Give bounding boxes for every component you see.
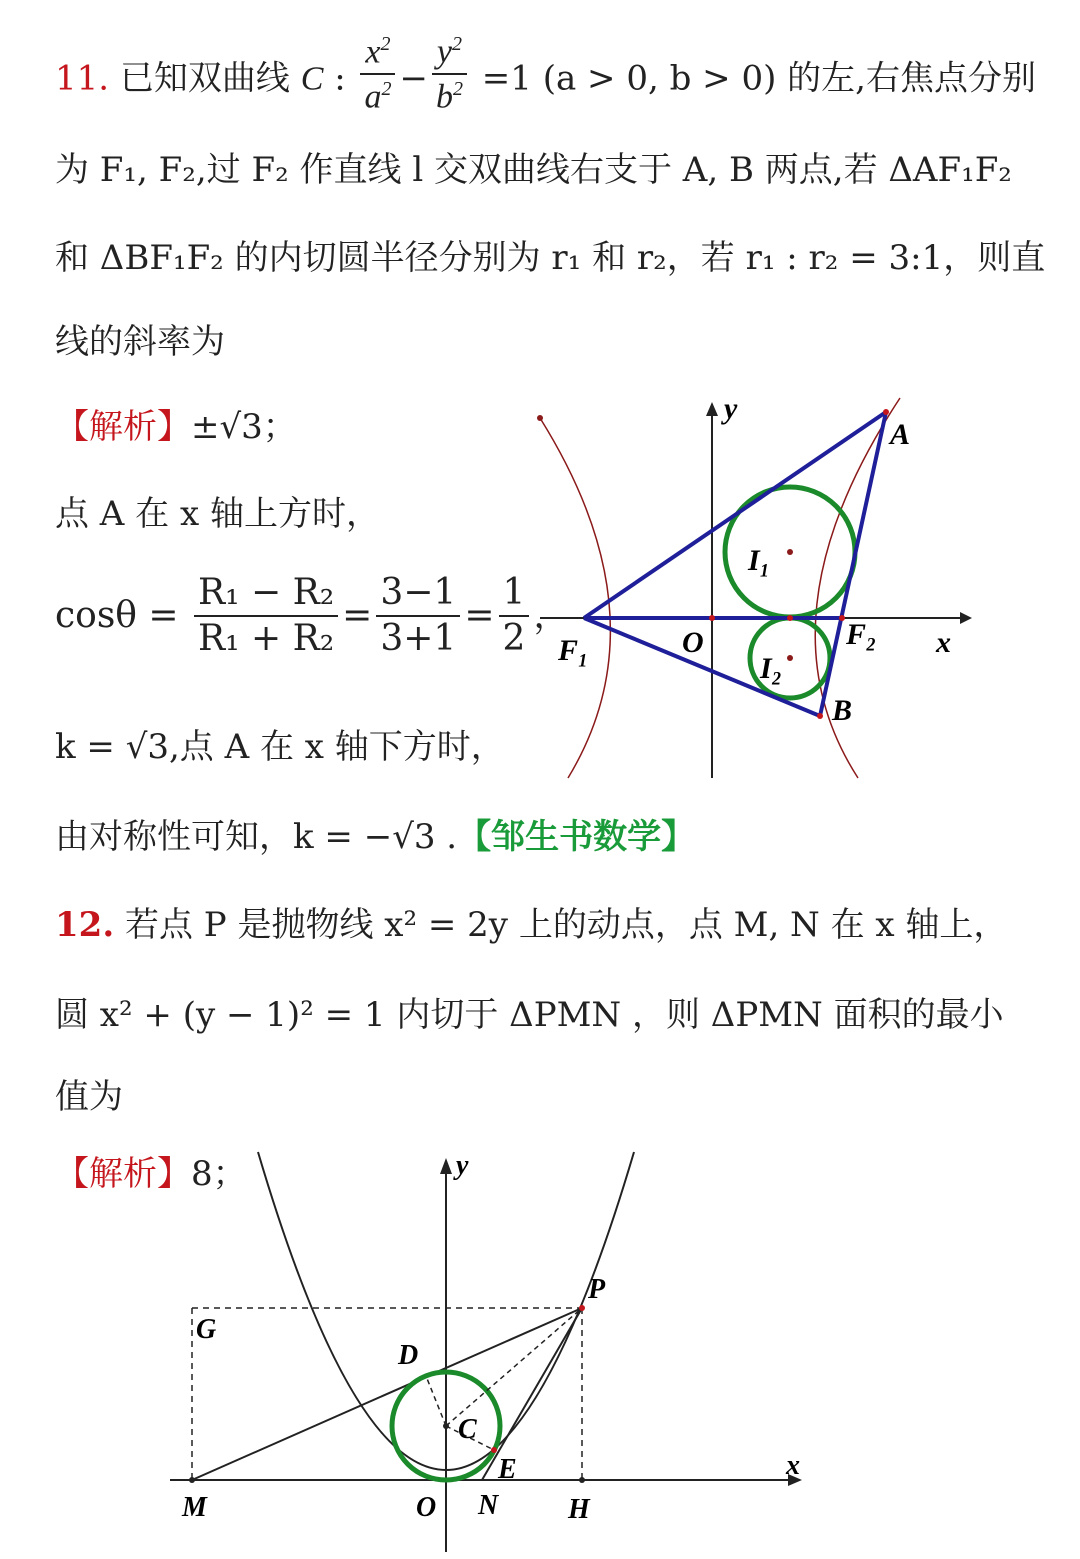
problem12-line2: 圆 x² + (y − 1)² = 1 内切于 ΔPMN ，则 ΔPMN 面积的最小 [55,995,1004,1035]
problem11-line1-tail: 的左,右焦点分别 [787,58,1036,99]
label-E: E [498,1454,517,1485]
curve-endpoint-dot [537,415,543,421]
fraction-x-a: $\frac{x^2}{a^2}$ [360,34,395,115]
problem11-line2: 为 F₁, F₂,过 F₂ 作直线 l 交双曲线右支于 A, B 两点,若 ΔAF₁F₂ [55,150,1012,190]
fraction-half-den: 2 [502,618,526,659]
radius-C-D [426,1376,446,1426]
line-N-P [482,1308,582,1480]
label-O: O [416,1492,437,1523]
label-F1: F₁ [558,634,589,667]
parabola-figure [160,1148,840,1558]
fraction-31 [376,572,460,659]
solution11-answer: ±√3； [191,407,297,447]
point-F2 [839,615,845,621]
problem12-line1 [55,905,1008,945]
dashed-C-P [446,1308,582,1426]
solution11-tag: 【解析】 [55,407,191,447]
label-I1: I₁ [748,544,771,577]
label-B: B [832,694,853,727]
problem11-line1: 11. 已知双曲线 C : $\frac{x^2}{a^2}$ − $\frac{y^2}{b^2}$ =1 (a > 0, b > 0) 的左,右焦点分别 [55,33,1036,116]
label-C: C [458,1414,477,1445]
hyperbola-figure [520,390,980,790]
label-x: x [786,1450,800,1481]
label-P: P [588,1274,606,1305]
fraction-y-b: $\frac{y^2}{b^2}$ [432,34,467,115]
label-x: x [936,626,951,659]
cos-lhs: cosθ = [55,595,179,636]
problem12-line3: 值为 [55,1077,123,1117]
eq-y: y [436,33,453,71]
label-I2: I₂ [760,652,783,685]
label-D: D [398,1340,419,1371]
label-G: G [196,1314,217,1345]
fraction-31-den: 3+1 [380,618,457,659]
solution11-sym-text: 由对称性可知，k = −√3 . [55,817,458,857]
problem11-number: 11. [55,58,110,99]
problem11-line4: 线的斜率为 [55,322,225,362]
curve-name: C [300,60,324,98]
point-P [579,1305,585,1311]
label-O: O [682,626,704,659]
fraction-r-den: R₁ + R₂ [198,618,335,659]
solution12-answer: 8； [191,1154,247,1194]
label-y: y [456,1150,469,1181]
point-H [579,1477,585,1483]
fraction-r [194,572,338,659]
point-M [189,1477,195,1483]
eq-x: x [365,33,381,71]
label-y: y [724,392,738,425]
point-tangent [787,615,793,621]
point-E [491,1447,497,1453]
line-M-P [192,1308,582,1480]
point-B [817,713,823,719]
solution11-line-sym [55,817,696,857]
solution11-answer-line [55,407,297,447]
problem11-line3: 和 ΔBF₁F₂ 的内切圆半径分别为 r₁ 和 r₂，若 r₁ : r₂ = 3:1，则直 [55,238,1046,278]
equals-1: = [342,595,373,636]
eq-rhs: =1 (a > 0, b > 0) [481,58,777,99]
problem11-intro: 已知双曲线 [119,58,290,99]
y-axis-arrow [706,402,718,416]
equals-2: = [464,595,495,636]
fraction-31-num: 3−1 [376,575,460,617]
label-N: N [478,1490,499,1521]
label-M: M [182,1492,207,1523]
solution11-line-a: 点 A 在 x 轴上方时， [55,494,380,534]
point-C [443,1423,449,1429]
brand-tag: 【邹生书数学】 [457,817,696,857]
problem12-number: 12. [55,905,115,945]
cos-tail: ， [533,595,570,636]
fraction-half-num: 1 [499,575,530,617]
point-I2 [787,655,793,661]
solution11-line-k: k = √3,点 A 在 x 轴下方时， [55,727,505,767]
y-axis-arrow [440,1158,452,1174]
point-A [883,409,889,415]
label-F2: F₂ [846,618,877,651]
eq-b: b [435,78,453,116]
problem12-line1-text: 若点 P 是抛物线 x² = 2y 上的动点，点 M, N 在 x 轴上， [124,905,1008,945]
point-I1 [787,549,793,555]
solution11-cos-line [55,572,570,659]
fraction-r-num: R₁ − R₂ [194,575,338,617]
solution12-tag: 【解析】 [55,1154,191,1194]
eq-a: a [364,78,382,116]
hyperbola-right-branch [815,398,900,778]
label-H: H [568,1494,590,1525]
line-A-B [820,412,886,716]
hyperbola-left-branch [540,418,610,778]
x-axis-arrow [960,612,972,624]
label-A: A [890,418,911,451]
point-O [709,615,715,621]
